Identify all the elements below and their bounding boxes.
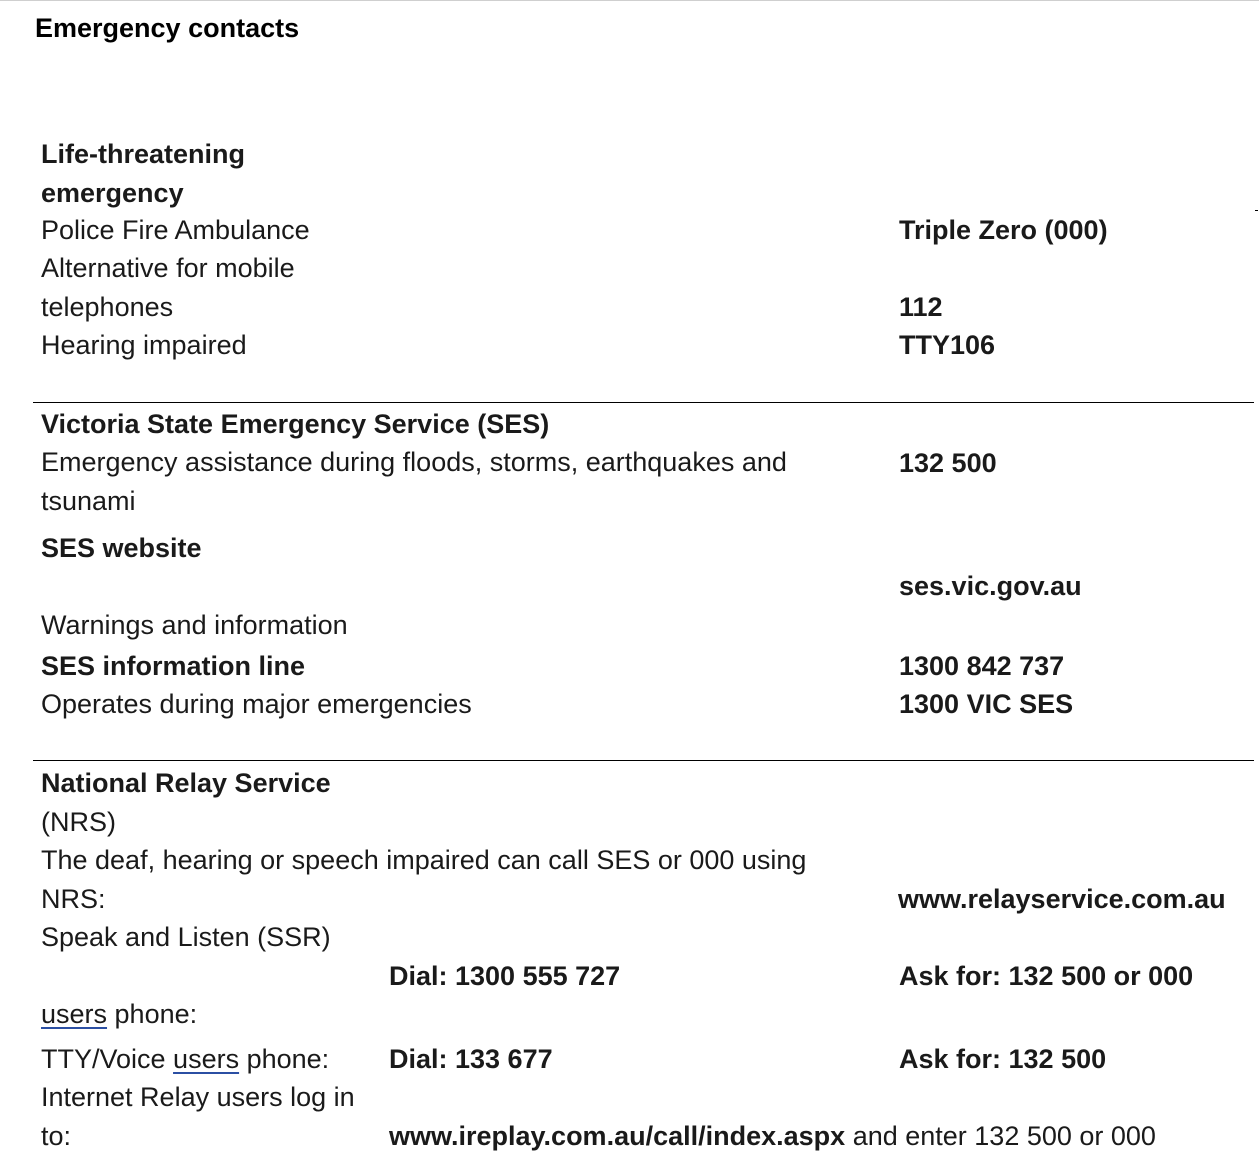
tty-ask-for: Ask for: 132 500: [899, 1044, 1107, 1074]
ses-website-heading: SES website: [41, 533, 202, 563]
mobile-label-line1: Alternative for mobile: [41, 253, 295, 283]
internet-relay-suffix: and enter 132 500 or 000: [845, 1121, 1156, 1151]
nrs-intro-line2: NRS:: [41, 884, 106, 914]
vic-ses-value: 1300 VIC SES: [899, 689, 1074, 719]
ssr-ask-for: Ask for: 132 500 or 000: [899, 961, 1194, 991]
internet-relay-line1: Internet Relay users log in: [41, 1082, 355, 1112]
hearing-impaired-value: TTY106: [899, 330, 996, 360]
tty-dial: Dial: 133 677: [389, 1044, 553, 1074]
relayservice-link[interactable]: www.relayservice.com.au: [898, 884, 1226, 914]
life-heading-line2: emergency: [41, 178, 184, 208]
ssr-phone-word: phone:: [107, 999, 198, 1029]
nrs-heading-line1: National Relay Service: [41, 768, 331, 798]
ses-assist-value: 132 500: [899, 448, 997, 478]
mobile-label-line2: telephones: [41, 292, 174, 322]
margin-tick: [1255, 210, 1258, 211]
ssr-users-word: users: [41, 999, 108, 1029]
internet-relay-line2: to:: [41, 1121, 72, 1151]
ssr-dial: Dial: 1300 555 727: [389, 961, 621, 991]
ses-heading: Victoria State Emergency Service (SES): [41, 409, 550, 439]
tty-voice-label: [41, 1043, 329, 1075]
tty-users-word: users: [173, 1044, 240, 1074]
top-border: [0, 0, 1259, 1]
ses-assist-line2: tsunami: [41, 486, 136, 516]
hearing-impaired-label: Hearing impaired: [41, 330, 247, 360]
ses-assist-line1: Emergency assistance during floods, storms, earthquakes and: [41, 447, 787, 477]
section-divider-2: [33, 760, 1254, 761]
internet-relay-instructions: [389, 1120, 1156, 1152]
life-heading-line1: Life-threatening: [41, 139, 246, 169]
tty-phone-word: phone:: [239, 1044, 330, 1074]
major-emergencies-label: Operates during major emergencies: [41, 689, 472, 719]
triple-zero-value: Triple Zero (000): [899, 215, 1108, 245]
warnings-label: Warnings and information: [41, 610, 348, 640]
mobile-value: 112: [899, 292, 943, 322]
page-title: Emergency contacts: [35, 13, 300, 43]
nrs-heading-line2: (NRS): [41, 807, 116, 837]
ses-infoline-value: 1300 842 737: [899, 651, 1065, 681]
police-fire-ambulance-label: Police Fire Ambulance: [41, 215, 310, 245]
section-divider-1: [33, 402, 1254, 403]
nrs-intro-line1: The deaf, hearing or speech impaired can call SES or 000 using: [41, 845, 807, 875]
ses-infoline-heading: SES information line: [41, 651, 306, 681]
ssr-label: Speak and Listen (SSR): [41, 922, 331, 952]
tty-prefix: TTY/Voice: [41, 1044, 174, 1074]
ses-website-link[interactable]: ses.vic.gov.au: [899, 571, 1082, 601]
ssr-users-phone: [41, 998, 197, 1030]
ireplay-link[interactable]: www.ireplay.com.au/call/index.aspx: [389, 1121, 846, 1151]
